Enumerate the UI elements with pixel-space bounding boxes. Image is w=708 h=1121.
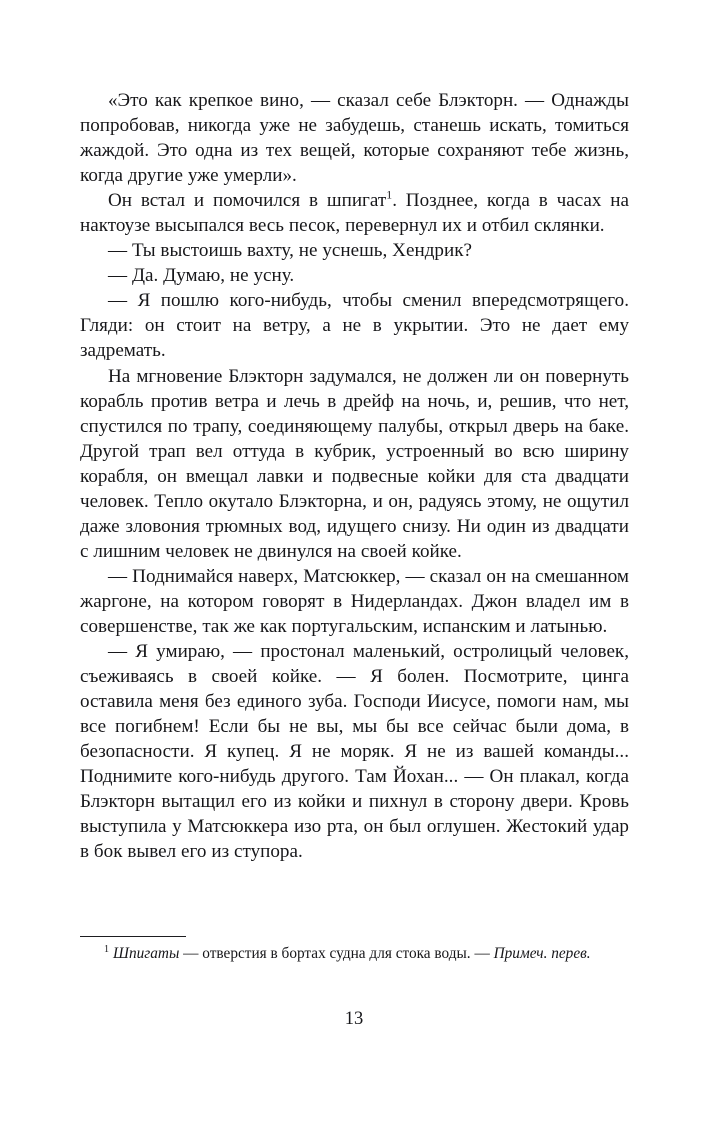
paragraph-1: «Это как крепкое вино, — сказал себе Блэкторн. — Однажды попробовав, никогда уже не забудешь, станешь искать, томиться жаждой. Это одна из тех вещей, которые сохраняют тебе жизнь, когда другие уже умерли». — [80, 90, 629, 187]
dialogue-line-4: — Поднимайся наверх, Матсюккер, — сказал он на смешанном жаргоне, на котором говорят в Нидерландах. Джон владел им в совершенстве, так же как португальским, испанским и латынью. — [80, 565, 629, 637]
paragraph-2-text-before-footnote: Он встал и помочился в шпигат — [108, 190, 387, 212]
dialogue-line-2: — Да. Думаю, не усну. — [108, 265, 295, 287]
footnote-definition: — отверстия в бортах судна для стока воды. — — [179, 945, 494, 962]
footnote-reference-marker[interactable]: 1 — [386, 187, 393, 202]
footnote-separator-rule — [80, 936, 186, 937]
footnote-text — [80, 944, 629, 964]
dialogue-line-1: — Ты выстоишь вахту, не уснешь, Хендрик? — [108, 240, 472, 262]
footnote-marker: 1 — [104, 943, 110, 955]
body-text-column — [80, 88, 629, 864]
footnote-attribution: Примеч. перев. — [493, 945, 591, 962]
page-number: 13 — [344, 1009, 364, 1029]
paragraph-3: На мгновение Блэкторн задумался, не должен ли он повернуть корабль против ветра и лечь в дрейф на ночь, и, решив, что нет, спустился по трапу, соединяющему палубы, открыл дверь на баке. Другой трап вел оттуда в кубрик, устроенный во всю ширину корабля, он вмещал лавки и подвесные койки для ста двадцати человек. Тепло окутало Блэкторна, и он, радуясь этому, не ощутил даже зловония трюмных вод, идущего снизу. Ни один из двадцати с лишним человек не двинулся на своей койке. — [80, 365, 629, 562]
dialogue-line-3: — Я пошлю кого-нибудь, чтобы сменил впередсмотрящего. Гляди: он стоит на ветру, а не в укрытии. Это не дает ему задремать. — [80, 290, 629, 362]
footnote-area — [80, 936, 629, 964]
paragraph-2-text-after-footnote: . Позднее, когда в часах на нактоузе высыпался весь песок, перевернул их и отбил склянки. — [80, 190, 629, 237]
dialogue-line-5: — Я умираю, — простонал маленький, остролицый человек, съеживаясь в своей койке. — Я болен. Посмотрите, цинга оставила меня без единого зуба. Господи Иисусе, помоги нам, мы все погибнем! Если бы не вы, мы бы все сейчас были дома, в безопасности. Я купец. Я не моряк. Я не из вашей команды... Поднимите кого-нибудь другого. Там Йохан... — Он плакал, когда Блэкторн вытащил его из койки и пихнул в сторону двери. Кровь выступила у Матсюккера изо рта, он был оглушен. Жестокий удар в бок вывел его из ступора. — [80, 641, 629, 863]
footnote-term: Шпигаты — [113, 945, 180, 962]
paragraph-2 — [80, 188, 629, 238]
